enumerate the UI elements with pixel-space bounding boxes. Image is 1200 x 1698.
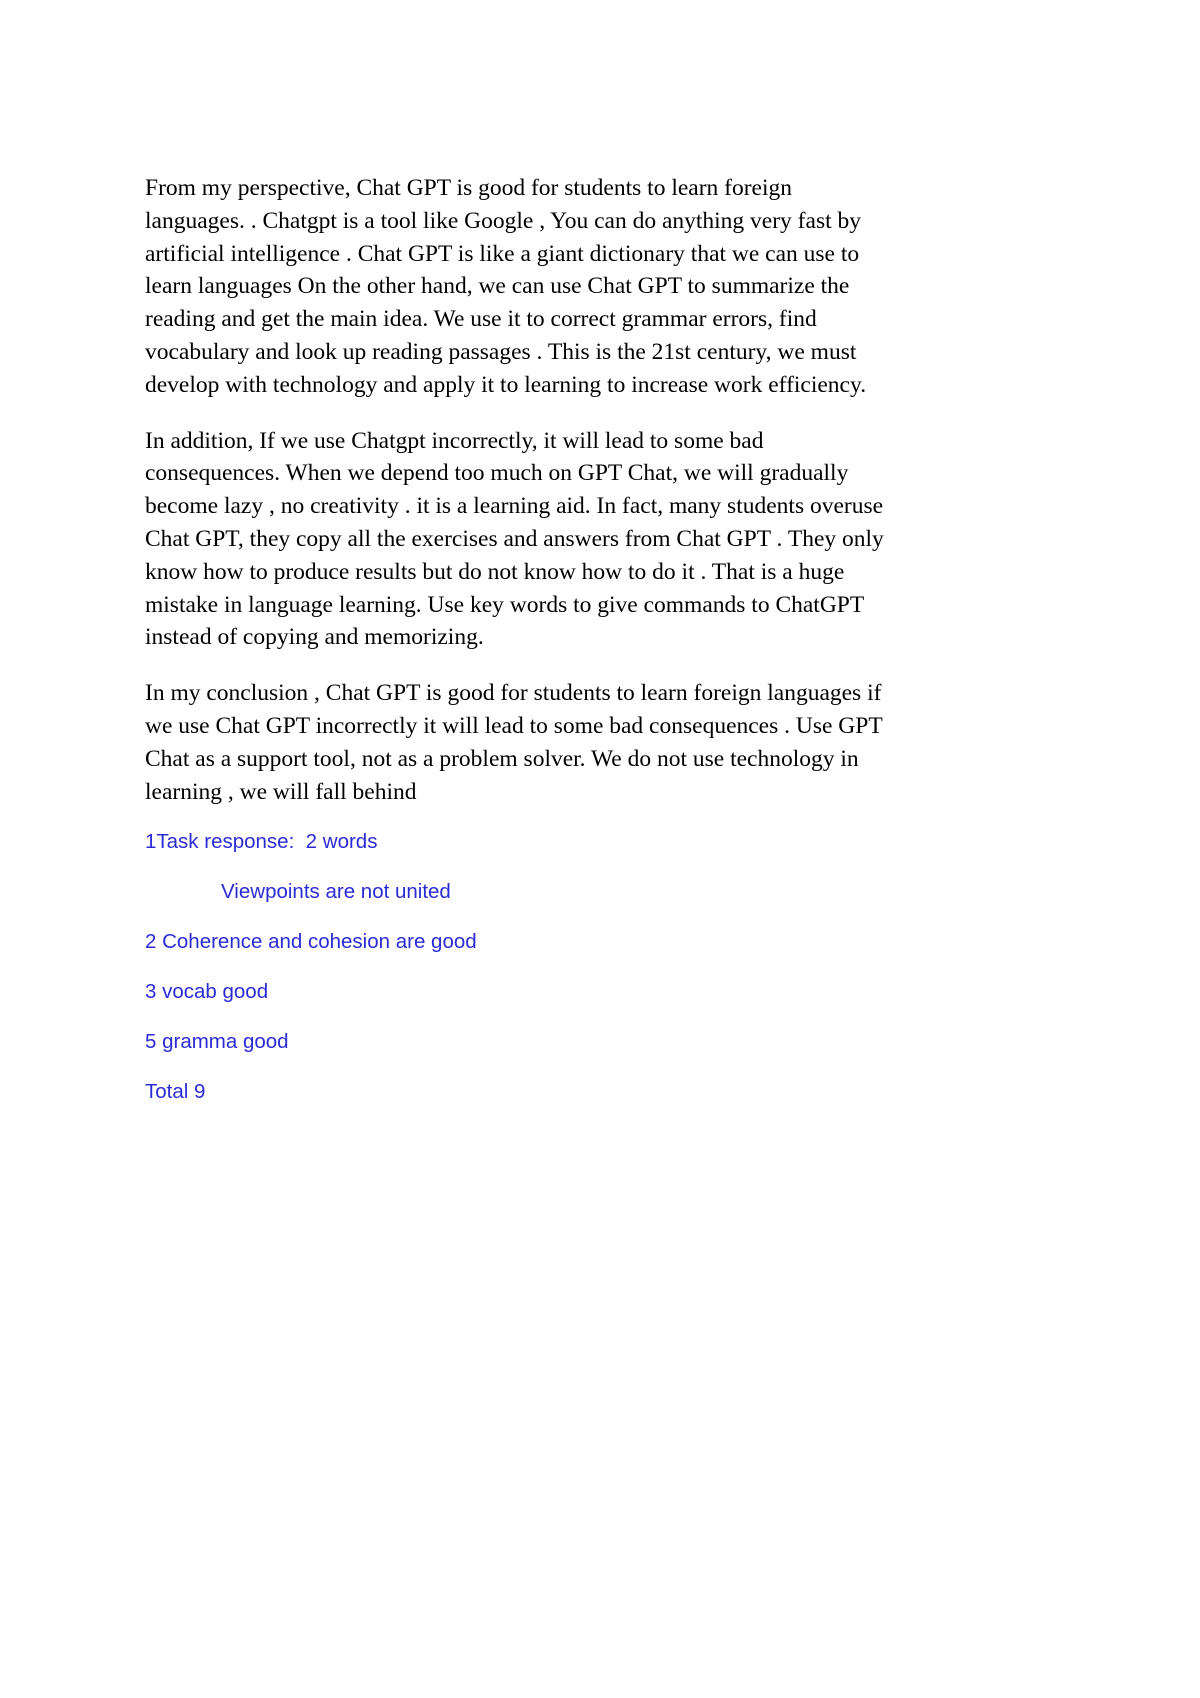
note-vocab: 3 vocab good xyxy=(145,980,269,1003)
note-task-response-comment: Viewpoints are not united xyxy=(221,880,451,903)
essay-paragraph-conclusion: In my conclusion , Chat GPT is good for students to learn foreign languages if we use Chat GPT incorrectly it will lead to some bad consequences . Use GPT Chat as a support tool, not as a problem solver. We do not use technology in learning , we will fall behind xyxy=(145,680,883,805)
grading-notes xyxy=(145,829,845,1129)
essay-body xyxy=(145,172,1065,831)
note-coherence: 2 Coherence and cohesion are good xyxy=(145,930,477,953)
note-grammar: 5 gramma good xyxy=(145,1030,289,1053)
note-task-response: 1Task response: 2 words xyxy=(145,830,378,853)
note-total: Total 9 xyxy=(145,1080,206,1103)
essay-paragraph-perspective: From my perspective, Chat GPT is good for students to learn foreign languages. . Chatgpt is a tool like Google , You can do anything very fast by artificial intelligence . Chat GPT is like a giant dictionary that we can use to learn languages On the other hand, we can use Chat GPT to summarize the reading and get the main idea. We use it to correct grammar errors, find vocabulary and look up reading passages . This is the 21st century, we must develop with technology and apply it to learning to increase work efficiency. xyxy=(145,175,867,398)
essay-paragraph-addition: In addition, If we use Chatgpt incorrectly, it will lead to some bad consequences. When we depend too much on GPT Chat, we will gradually become lazy , no creativity . it is a learning aid. In fact, many students overuse Chat GPT, they copy all the exercises and answers from Chat GPT . They only know how to produce results but do not know how to do it . That is a huge mistake in language learning. Use key words to give commands to ChatGPT instead of copying and memorizing. xyxy=(145,427,884,651)
